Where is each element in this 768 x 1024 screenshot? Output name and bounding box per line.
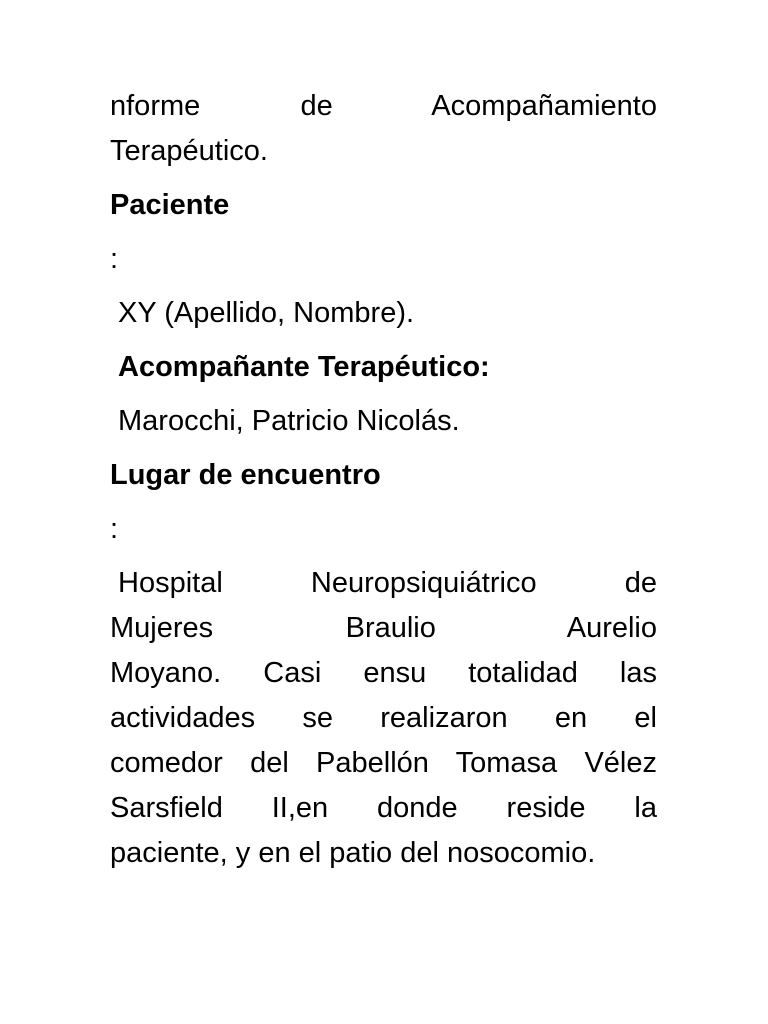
place-line-3: Moyano. Casi ensu totalidad las xyxy=(110,657,657,689)
companion-label: Acompañante Terapéutico: xyxy=(118,351,490,383)
place-label: Lugar de encuentro xyxy=(110,459,381,491)
place-line-5: comedor del Pabellón Tomasa Vélez xyxy=(110,747,657,779)
place-line-4: actividades se realizaron en el xyxy=(110,702,657,734)
patient-label: Paciente xyxy=(110,189,230,221)
title-line-1: nforme de Acompañamiento xyxy=(110,90,657,122)
title-line-2: Terapéutico. xyxy=(110,135,268,167)
place-line-6: Sarsfield II,en donde reside la xyxy=(110,792,657,824)
place-line-7: paciente, y en el patio del nosocomio. xyxy=(110,837,596,869)
place-line-1: Hospital Neuropsiquiátrico de xyxy=(118,567,657,599)
document-page xyxy=(110,84,657,885)
place-line-2: Mujeres Braulio Aurelio xyxy=(110,612,657,644)
place-colon: : xyxy=(110,513,119,545)
document-title xyxy=(110,84,657,174)
patient-value: XY (Apellido, Nombre). xyxy=(118,297,415,329)
patient-colon: : xyxy=(110,243,119,275)
place-paragraph xyxy=(110,561,657,876)
companion-value: Marocchi, Patricio Nicolás. xyxy=(118,405,460,437)
